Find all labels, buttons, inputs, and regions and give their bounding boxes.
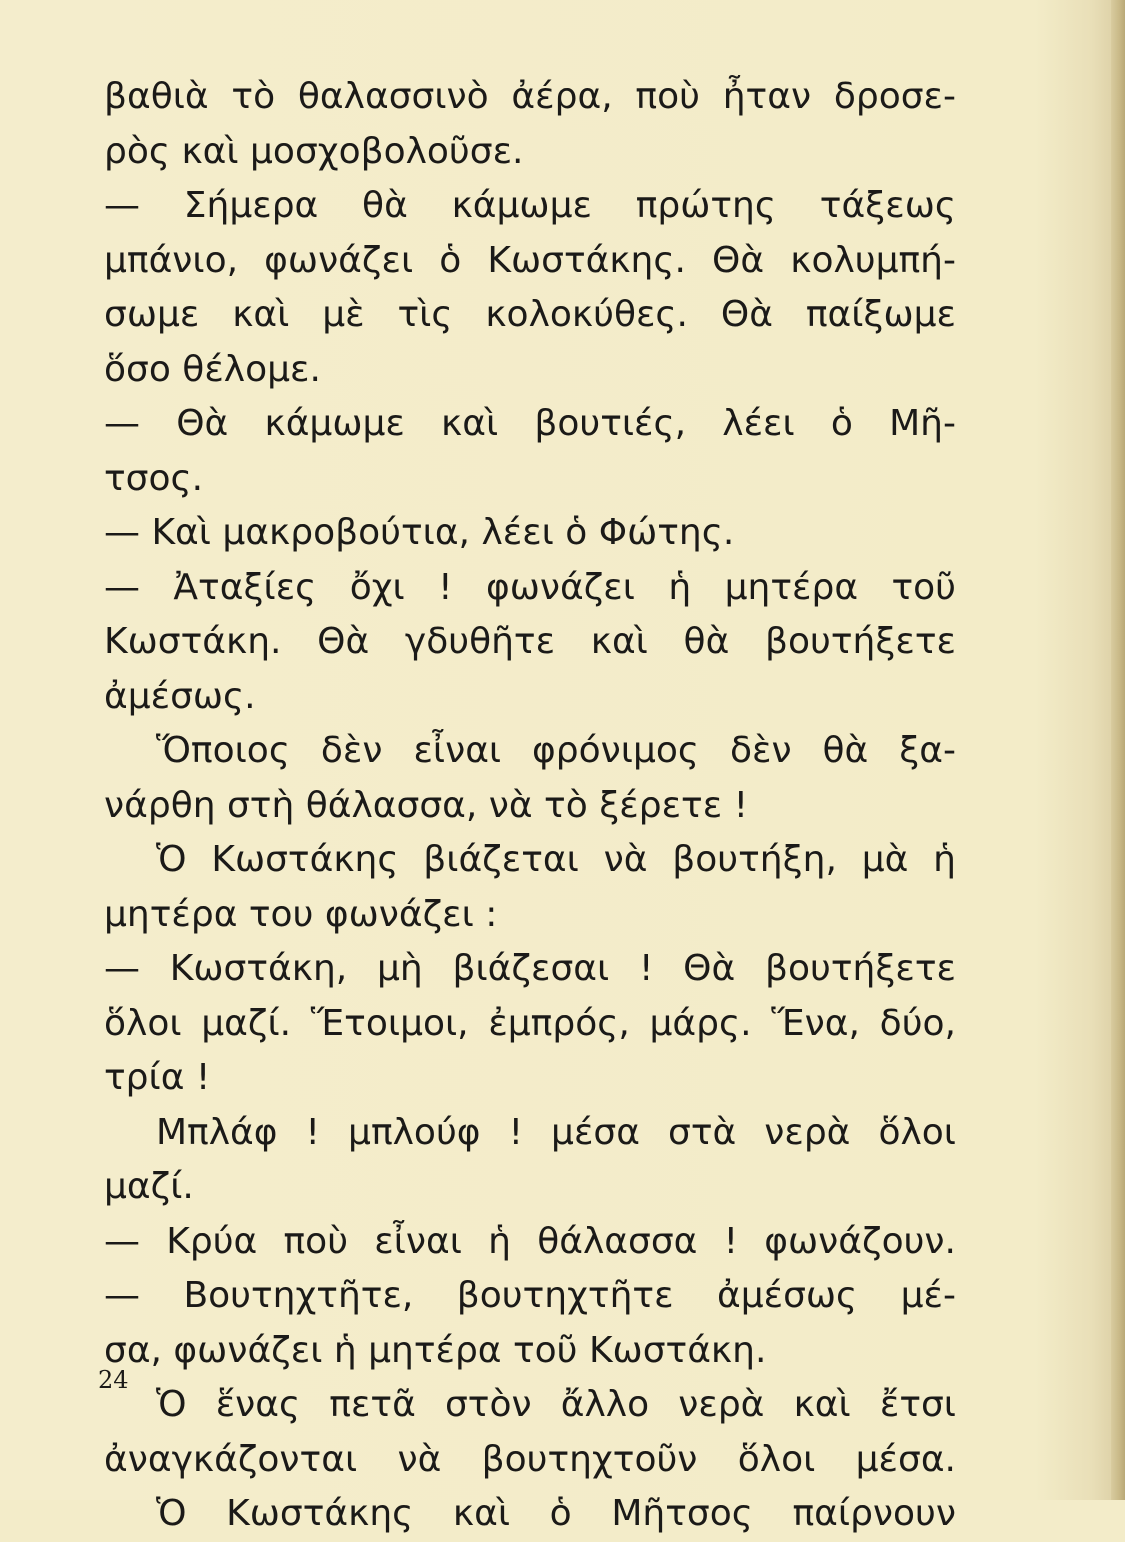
body-text: [104, 70, 956, 1542]
text-line: — Βουτηχτῆτε, βουτηχτῆτε ἀμέσως μέ-: [104, 1275, 956, 1316]
text-line: σα, φωνάζει ἡ μητέρα τοῦ Κωστάκη.: [104, 1329, 767, 1371]
page-edge: [1111, 0, 1125, 1500]
text-line: βαθιὰ τὸ θαλασσινὸ ἀέρα, ποὺ ἦταν δροσε-: [104, 76, 956, 117]
text-line: ρὸς καὶ μοσχοβολοῦσε.: [104, 130, 524, 172]
text-line: Ὁ Κωστάκης καὶ ὁ Μῆτσος παίρνουν: [156, 1493, 956, 1534]
text-line: — Ἀταξίες ὄχι ! φωνάζει ἡ μητέρα τοῦ: [104, 566, 956, 608]
text-line: — Σήμερα θὰ κάμωμε πρώτης τάξεως: [104, 185, 956, 226]
text-line: μπάνιο, φωνάζει ὁ Κωστάκης. Θὰ κολυμπή-: [104, 239, 956, 281]
text-line: — Κρύα ποὺ εἶναι ἡ θάλασσα ! φωνάζουν.: [104, 1220, 956, 1262]
text-line: τρία !: [104, 1057, 211, 1098]
text-line: σωμε καὶ μὲ τὶς κολοκύθες. Θὰ παίξωμε: [104, 294, 956, 335]
text-line: Ὁ Κωστάκης βιάζεται νὰ βουτήξη, μὰ ἡ: [156, 839, 956, 880]
text-line: μητέρα του φωνάζει :: [104, 893, 498, 935]
text-line: ἀναγκάζονται νὰ βουτηχτοῦν ὅλοι μέσα.: [104, 1438, 956, 1480]
text-line: ἀμέσως.: [104, 675, 256, 717]
text-line: — Καὶ μακροβούτια, λέει ὁ Φώτης.: [104, 512, 735, 553]
text-line: τσος.: [104, 457, 204, 499]
text-line: — Θὰ κάμωμε καὶ βουτιές, λέει ὁ Μῆ-: [104, 403, 956, 444]
page-number: 24: [98, 1366, 129, 1394]
text-line: νάρθη στὴ θάλασσα, νὰ τὸ ξέρετε !: [104, 784, 749, 826]
text-line: ὅλοι μαζί. Ἕτοιμοι, ἐμπρός, μάρς. Ἕνα, δύο,: [104, 1002, 956, 1044]
text-line: Ὁ ἕνας πετᾶ στὸν ἄλλο νερὰ καὶ ἔτσι: [156, 1384, 956, 1425]
text-line: μαζί.: [104, 1166, 194, 1207]
text-line: ὅσο θέλομε.: [104, 348, 321, 390]
text-line: Κωστάκη. Θὰ γδυθῆτε καὶ θὰ βουτήξετε: [104, 621, 956, 662]
text-line: Μπλάφ ! μπλούφ ! μέσα στὰ νερὰ ὅλοι: [156, 1111, 956, 1153]
text-line: — Κωστάκη, μὴ βιάζεσαι ! Θὰ βουτήξετε: [104, 948, 956, 989]
text-line: Ὅποιος δὲν εἶναι φρόνιμος δὲν θὰ ξα-: [156, 730, 956, 771]
